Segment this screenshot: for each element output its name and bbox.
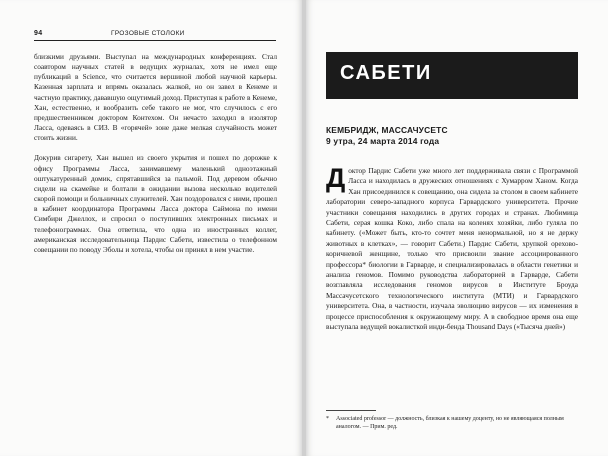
paragraph: Докурив сигарету, Хан вышел из своего укрытия и пошел по дорожке к офису Программы Ласса, занимавшему маленький одноэтажный оштукатуренный домик, спрятавшийся за пальмой. Под деревом обычно сидели на скамейке и болтали в ожидании вызова несколько водителей скорой помощи и больничных служителей. Хан поздоровался с ними, прошел в кабинет координатора Программы Ласса доктора Саймона по имени Симбири Джеллох, и спросил о поступивших электронных письмах и телефонограммах. Она ответила, что одна из иностранных коллег, американская исследовательница Пардис Сабети, известила о телефонном совещании по поводу Эболы и хотела, чтобы он принял в нем участие.: [34, 153, 277, 254]
footnote-mark: *: [326, 416, 329, 422]
paragraph: близкими друзьями. Выступал на международных конференциях. Стал соавтором научных статей в ведущих журналах, хотя не имел еще публикаций в Science, что считается вершиной любой научной карьеры. Казенная зарплата и впрямь оказалась жалкой, но он завел в Кенеме и частную практику, дававшую ощутимый доход. Приступая к работе в Кенеме, Хан, естественно, и вообразить себе такого не мог, что случилось с его предшественником доктором Контехом. Он нечасто заходил в изолятор Ласса, одеваясь в СИЗ. В «горячей» зоне даже мелкая случайность может стоить жизни.: [34, 52, 277, 143]
right-body-text: [326, 163, 578, 333]
chapter-title: САБЕТИ: [340, 62, 432, 84]
running-title: ГРОЗОВЫЕ СТОЛОКИ: [111, 30, 185, 37]
date: 9 утра, 24 марта 2014 года: [326, 136, 440, 146]
footnote-rule: [326, 410, 376, 411]
paragraph: октор Пардис Сабети уже много лет поддерживала связи с Программой Ласса и находилась в дружеских отношениях с Хумарром Ханом. Когда Хан присоединился к совещанию, она сидела за столом в своем кабинете лаборатории северо-западного корпуса Гарвардского университета. Прочие участники совещания находились в других городах и странах. Любимица Сабети, серая кошка Коко, либо спала на коленях хозяйки, либо гуляла по кабинету. («Может быть, кто-то сочтет меня ненормальной, но я не держу животных в клетках», — говорит Сабети.) Пардис Сабети, хрупкой орехово-коричневой женщине, только что присвоили звание ассоциированного профессора* биологии в Гарварде, и специализировалась в области генетики и анализа геномов. Помимо руководства лабораторией в Гарварде, Сабети возглавляла исследования геномов вирусов в Институте Броуда Массачусетского технологического института (МТИ) и Гарвардского университета. Она, в частности, изучала эволюцию вирусов — их изменения в процессе приспособления к окружающему миру. А в свободное время она еще выступала ведущей вокалисткой инди-бенда Thousand Days («Тысяча дней»): [326, 166, 578, 332]
right-page: [306, 0, 608, 456]
left-page: [0, 0, 302, 456]
left-body-text: [34, 52, 277, 255]
chapter-location-heading: [326, 125, 578, 147]
footnote: [326, 410, 578, 432]
footnote-text: Associated professor — должность, близкая к нашему доценту, но не являющаяся полным аналогом. — Прим. ред.: [336, 416, 564, 431]
location: КЕМБРИДЖ, МАССАЧУСЕТС: [326, 125, 448, 135]
drop-cap: Д: [326, 163, 346, 193]
running-head: [34, 30, 276, 41]
chapter-title-box: [326, 52, 578, 99]
page-number: 94: [34, 30, 43, 37]
